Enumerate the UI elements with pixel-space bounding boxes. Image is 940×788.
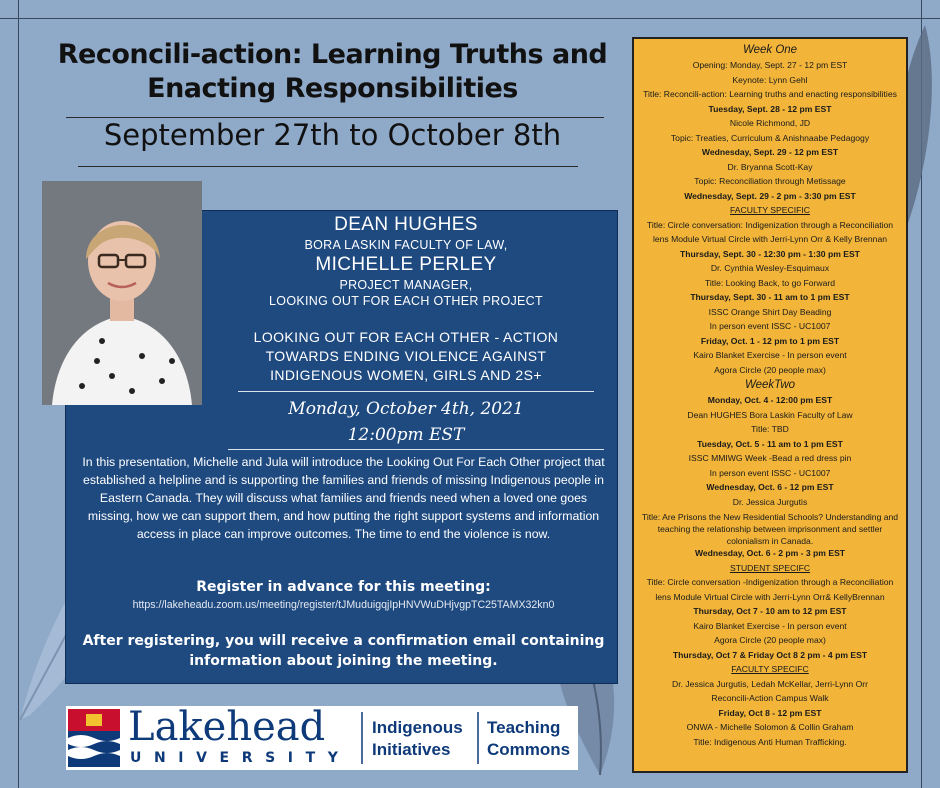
schedule-line: Title: Are Prisons the New Residential Schools? Understanding and teaching the relationship between imprisonment and settler colonialism in Canada. xyxy=(641,512,899,546)
schedule-line: Nicole Richmond, JD xyxy=(729,118,811,128)
schedule-line: Thursday, Sept. 30 - 12:30 pm - 1:30 pm EST xyxy=(680,248,860,259)
schedule-line: Agora Circle (20 people max) xyxy=(714,635,826,645)
lakehead-logo-bar xyxy=(66,706,578,770)
register-heading: Register in advance for this meeting: xyxy=(196,579,491,595)
schedule-line: Wednesday, Oct. 6 - 2 pm - 3 pm EST xyxy=(694,548,846,558)
schedule-line: lens Module Virtual Circle with Jerri-Lynn Orr & Kelly Brennan xyxy=(652,234,888,244)
indigenous-initiatives-line-1: Indigenous xyxy=(372,718,463,737)
talk-divider xyxy=(238,391,594,392)
schedule-line: Dr. Jessica Jurgutis xyxy=(732,496,808,507)
speaker2-project: LOOKING OUT FOR EACH OTHER PROJECT xyxy=(269,294,543,308)
schedule-line: ONWA - Michelle Solomon & Collin Graham xyxy=(686,722,854,732)
schedule-line: Dean HUGHES Bora Laskin Faculty of Law xyxy=(687,409,853,420)
schedule-line: Reconcili-Action Campus Walk xyxy=(711,693,829,703)
speaker2-name: MICHELLE PERLEY xyxy=(315,254,497,275)
page-title xyxy=(40,38,625,106)
schedule-line: Friday, Oct 8 - 12 pm EST xyxy=(718,707,822,718)
schedule-line: FACULTY SPECIFIC xyxy=(730,205,810,215)
schedule-line: Tuesday, Oct. 5 - 11 am to 1 pm EST xyxy=(697,438,843,449)
schedule-line: Thursday, Sept. 30 - 11 am to 1 pm EST xyxy=(690,292,850,302)
event-dates: September 27th to October 8th xyxy=(103,118,562,152)
schedule-line: Week One xyxy=(742,44,798,56)
confirmation-line-1: After registering, you will receive a confirmation email containing xyxy=(82,633,605,649)
teaching-commons-line-2: Commons xyxy=(487,740,571,759)
schedule-line: Title: Indigenous Anti Human Trafficking. xyxy=(693,736,847,747)
schedule-line: lens Module Virtual Circle with Jerri-Lynn Orr& KellyBrennan xyxy=(655,591,885,602)
title-divider-bottom xyxy=(78,166,578,167)
event-date: Monday, October 4th, 2021 xyxy=(288,399,524,419)
schedule-line: Dr. Jessica Jurgutis, Ledah McKellar, Jerri-Lynn Orr xyxy=(672,678,868,689)
university-subtitle: UNIVERSITY xyxy=(130,750,351,766)
schedule-line: Wednesday, Sept. 29 - 12 pm EST xyxy=(701,147,839,157)
speaker2-role: PROJECT MANAGER, xyxy=(339,278,473,292)
schedule-line: Opening: Monday, Sept. 27 - 12 pm EST xyxy=(692,60,848,70)
speaker1-affiliation: BORA LASKIN FACULTY OF LAW, xyxy=(304,238,508,252)
schedule-line: Title: Looking Back, to go Forward xyxy=(704,277,836,288)
event-description: In this presentation, Michelle and Jula will introduce the Looking Out For Each Other project that established a helpline and is supporting the families and friends of missing Indigenous people in Eastern Canada. They will discuss what families and friends need when a loved one goes missing, how we can support them, and how putting the right support systems and information access in place can improve outcomes. The time to end the violence is now. xyxy=(82,455,605,541)
teaching-commons-line-1: Teaching xyxy=(487,718,561,737)
time-divider xyxy=(228,449,604,450)
schedule-line: STUDENT SPECIFC xyxy=(729,562,811,573)
schedule-line: Topic: Treaties, Curriculum & Anishnaabe Pedagogy xyxy=(670,132,870,143)
speaker-portrait-icon xyxy=(42,181,202,405)
schedule-line: ISSC Orange Shirt Day Beading xyxy=(708,306,832,317)
schedule-line: WeekTwo xyxy=(744,379,796,391)
schedule-line: Tuesday, Sept. 28 - 12 pm EST xyxy=(708,103,832,114)
university-name: Lakehead xyxy=(128,704,326,750)
schedule-line: Topic: Reconciliation through Metissage xyxy=(694,176,846,186)
schedule-line: Wednesday, Oct. 6 - 12 pm EST xyxy=(706,482,834,492)
indigenous-initiatives-line-2: Initiatives xyxy=(372,740,451,759)
schedule-line: Dr. Cynthia Wesley-Esquimaux xyxy=(710,263,830,273)
event-time: 12:00pm EST xyxy=(347,425,465,445)
speaker1-name: DEAN HUGHES xyxy=(334,214,478,235)
schedule-line: Thursday, Oct 7 & Friday Oct 8 2 pm - 4 pm EST xyxy=(672,649,868,660)
schedule-line: ISSC MMIWG Week -Bead a red dress pin xyxy=(688,453,852,463)
title-line-1: Reconcili-action: Learning Truths and xyxy=(57,39,608,70)
schedule-line: Keynote: Lynn Gehl xyxy=(732,74,808,85)
schedule-line: Thursday, Oct 7 - 10 am to 12 pm EST xyxy=(693,606,847,616)
speaker-photo xyxy=(42,181,202,405)
register-link[interactable]: https://lakeheadu.zoom.us/meeting/register/tJMuduigqjIpHNVWuDHjvgpTC25TAMX32kn0 xyxy=(132,599,555,611)
schedule-line: Title: Circle conversation -Indigenization through a Reconciliation xyxy=(646,577,894,587)
title-line-2: Enacting Responsibilities xyxy=(147,73,518,104)
schedule-line: In person event ISSC - UC1007 xyxy=(709,321,831,331)
schedule-line: Agora Circle (20 people max) xyxy=(714,364,826,375)
schedule-line: Title: TBD xyxy=(751,424,789,434)
schedule-line: Title: Reconcili-action: Learning truths and enacting responsibilities xyxy=(643,89,897,99)
talk-title-line-3: INDIGENOUS WOMEN, GIRLS AND 2S+ xyxy=(270,367,542,383)
talk-title-line-2: TOWARDS ENDING VIOLENCE AGAINST xyxy=(265,348,547,364)
schedule-panel xyxy=(632,37,908,773)
schedule-line: Wednesday, Sept. 29 - 2 pm - 3:30 pm EST xyxy=(684,190,856,201)
talk-title-line-1: LOOKING OUT FOR EACH OTHER - ACTION xyxy=(253,329,559,345)
schedule-line: Kairo Blanket Exercise - In person event xyxy=(693,620,847,631)
schedule-line: Kairo Blanket Exercise - In person event xyxy=(693,350,847,360)
schedule-line: Friday, Oct. 1 - 12 pm to 1 pm EST xyxy=(700,335,840,346)
schedule-line: Monday, Oct. 4 - 12:00 pm EST xyxy=(707,395,833,405)
schedule-line: In person event ISSC - UC1007 xyxy=(709,467,831,478)
confirmation-line-2: information about joining the meeting. xyxy=(189,653,498,669)
schedule-line: Dr. Bryanna Scott-Kay xyxy=(727,161,813,172)
schedule-line: Title: Circle conversation: Indigenization through a Reconciliation xyxy=(646,219,894,230)
frame-line-top xyxy=(0,18,940,19)
schedule-line: FACULTY SPECIFC xyxy=(731,664,809,674)
